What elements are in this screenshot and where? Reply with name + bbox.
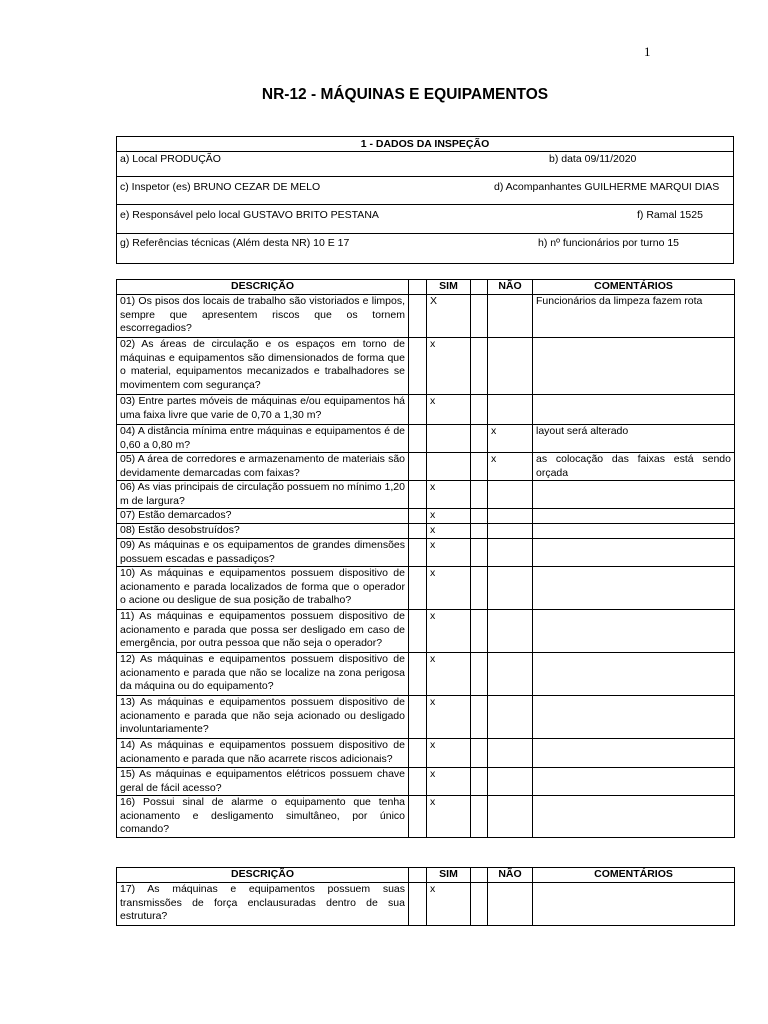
row-no-mark [488,524,533,539]
row-no-mark [488,567,533,610]
row-gap [471,295,488,338]
row-description: 17) As máquinas e equipamentos possuem suas transmissões de força enclausuradas dentro de sua estrutura? [117,883,409,926]
checklist-table-2 [116,867,735,926]
row-comment [533,696,735,739]
header-gap [471,868,488,883]
row-description: 01) Os pisos dos locais de trabalho são vistoriados e limpos, sempre que apresentem riscos que os tornem escorregadios? [117,295,409,338]
header-description: DESCRIÇÃO [117,280,409,295]
row-no-mark [488,295,533,338]
row-yes-mark [427,425,471,453]
row-gap [409,425,427,453]
row-yes-mark: x [427,539,471,567]
page-number: 1 [644,44,651,59]
table-row [117,768,735,796]
row-yes-mark: x [427,883,471,926]
row-description: 10) As máquinas e equipamentos possuem dispositivo de acionamento e parada localizados de forma que o operador o acione ou desligue de sua posição de trabalho? [117,567,409,610]
row-comment [533,610,735,653]
row-gap [471,509,488,524]
table-row [117,295,735,338]
row-comment [533,567,735,610]
table-row [117,425,735,453]
row-no-mark [488,796,533,838]
row-description: 03) Entre partes móveis de máquinas e/ou equipamentos há uma faixa livre que varie de 0,70 a 1,30 m? [117,395,409,425]
table-row [117,481,735,509]
row-gap [409,539,427,567]
table-row [117,338,735,395]
header-comments: COMENTÁRIOS [533,868,735,883]
row-description: 07) Estão demarcados? [117,509,409,524]
row-description: 05) A área de corredores e armazenamento de materiais são devidamente demarcadas com faixas? [117,453,409,481]
row-gap [471,539,488,567]
row-yes-mark: x [427,653,471,696]
row-gap [409,696,427,739]
row-gap [471,338,488,395]
row-comment [533,509,735,524]
inspection-data-box [116,136,734,264]
divider [117,204,733,205]
table-row [117,796,735,838]
row-no-mark [488,696,533,739]
row-comment [533,653,735,696]
responsible-field: e) Responsável pelo local GUSTAVO BRITO PESTANA [120,209,379,221]
inspector-field: c) Inspetor (es) BRUNO CEZAR DE MELO [120,181,321,193]
companions-field: d) Acompanhantes GUILHERME MARQUI DIAS [494,181,720,193]
table-row [117,509,735,524]
row-gap [471,481,488,509]
row-comment [533,539,735,567]
table-row [117,567,735,610]
row-no-mark [488,338,533,395]
row-no-mark: x [488,453,533,481]
inspection-header: 1 - DADOS DA INSPEÇÃO [117,137,733,152]
row-description: 11) As máquinas e equipamentos possuem dispositivo de acionamento e parada que possa ser desligado em caso de emergência, por outra pessoa que não seja o operador? [117,610,409,653]
row-description: 04) A distância mínima entre máquinas e equipamentos é de 0,60 a 0,80 m? [117,425,409,453]
table-row [117,883,735,926]
row-comment [533,395,735,425]
row-comment [533,338,735,395]
inspector-line [120,180,730,194]
header-comments: COMENTÁRIOS [533,280,735,295]
header-yes: SIM [427,280,471,295]
row-gap [471,796,488,838]
table-row [117,539,735,567]
row-description: 08) Estão desobstruídos? [117,524,409,539]
row-comment [533,481,735,509]
row-no-mark [488,539,533,567]
row-comment [533,768,735,796]
table-row [117,453,735,481]
table-row [117,696,735,739]
responsible-line [120,208,730,222]
row-gap [471,425,488,453]
row-gap [471,567,488,610]
row-gap [471,610,488,653]
row-gap [409,768,427,796]
row-description: 12) As máquinas e equipamentos possuem dispositivo de acionamento e parada que não se localize na zona perigosa da máquina ou do equipamento? [117,653,409,696]
row-gap [409,481,427,509]
row-yes-mark: x [427,796,471,838]
row-gap [409,295,427,338]
row-no-mark [488,509,533,524]
row-gap [471,696,488,739]
row-yes-mark: x [427,524,471,539]
row-comment: Funcionários da limpeza fazem rota [533,295,735,338]
row-no-mark [488,395,533,425]
divider [117,176,733,177]
header-gap [409,868,427,883]
row-yes-mark: x [427,338,471,395]
header-no: NÃO [488,868,533,883]
row-comment: layout será alterado [533,425,735,453]
row-description: 06) As vias principais de circulação possuem no mínimo 1,20 m de largura? [117,481,409,509]
extension-field: f) Ramal 1525 [637,209,703,221]
row-no-mark [488,768,533,796]
row-no-mark: x [488,425,533,453]
row-gap [409,524,427,539]
header-description: DESCRIÇÃO [117,868,409,883]
table-row [117,395,735,425]
row-description: 16) Possui sinal de alarme o equipamento que tenha acionamento e desligamento simultâneo, por único comando? [117,796,409,838]
row-description: 13) As máquinas e equipamentos possuem dispositivo de acionamento e parada que não seja acionado ou desligado involuntariamente? [117,696,409,739]
references-field: g) Referências técnicas (Além desta NR) 10 E 17 [120,237,350,249]
row-description: 02) As áreas de circulação e os espaços em torno de máquinas e equipamentos são dimensionados de forma que o material, equipamentos mecanizados e trabalhadores se movimentem com segurança? [117,338,409,395]
row-gap [409,567,427,610]
row-yes-mark: x [427,567,471,610]
header-gap [471,280,488,295]
row-gap [471,768,488,796]
row-gap [409,338,427,395]
row-comment [533,883,735,926]
row-gap [409,739,427,768]
row-description: 14) As máquinas e equipamentos possuem dispositivo de acionamento e parada que não acarrete riscos adicionais? [117,739,409,768]
divider [117,233,733,234]
table-row [117,739,735,768]
row-comment [533,739,735,768]
row-gap [409,796,427,838]
table-row [117,610,735,653]
date-field: b) data 09/11/2020 [549,153,637,165]
row-comment [533,524,735,539]
row-yes-mark: x [427,481,471,509]
row-gap [409,395,427,425]
row-yes-mark: x [427,610,471,653]
row-description: 15) As máquinas e equipamentos elétricos possuem chave geral de fácil acesso? [117,768,409,796]
row-yes-mark: x [427,696,471,739]
local-line [120,152,730,166]
row-gap [409,883,427,926]
references-line [120,236,730,250]
row-yes-mark [427,453,471,481]
row-no-mark [488,653,533,696]
row-gap [409,453,427,481]
row-gap [471,395,488,425]
row-no-mark [488,481,533,509]
row-comment [533,796,735,838]
row-gap [471,653,488,696]
row-no-mark [488,739,533,768]
row-yes-mark: x [427,395,471,425]
row-gap [471,453,488,481]
row-gap [471,739,488,768]
row-gap [409,610,427,653]
row-gap [409,653,427,696]
row-no-mark [488,883,533,926]
row-yes-mark: x [427,509,471,524]
row-description: 09) As máquinas e os equipamentos de grandes dimensões possuem escadas e passadiços? [117,539,409,567]
row-yes-mark: X [427,295,471,338]
row-gap [409,509,427,524]
row-yes-mark: x [427,768,471,796]
row-yes-mark: x [427,739,471,768]
header-yes: SIM [427,868,471,883]
row-gap [471,524,488,539]
local-field: a) Local PRODUÇÃO [120,153,221,165]
row-gap [471,883,488,926]
table-row [117,524,735,539]
table-row [117,653,735,696]
employees-field: h) nº funcionários por turno 15 [538,237,680,249]
row-no-mark [488,610,533,653]
row-comment: as colocação das faixas está sendo orçada [533,453,735,481]
header-no: NÃO [488,280,533,295]
checklist-table-1 [116,279,735,838]
document-title: NR-12 - MÁQUINAS E EQUIPAMENTOS [261,86,549,103]
header-gap [409,280,427,295]
